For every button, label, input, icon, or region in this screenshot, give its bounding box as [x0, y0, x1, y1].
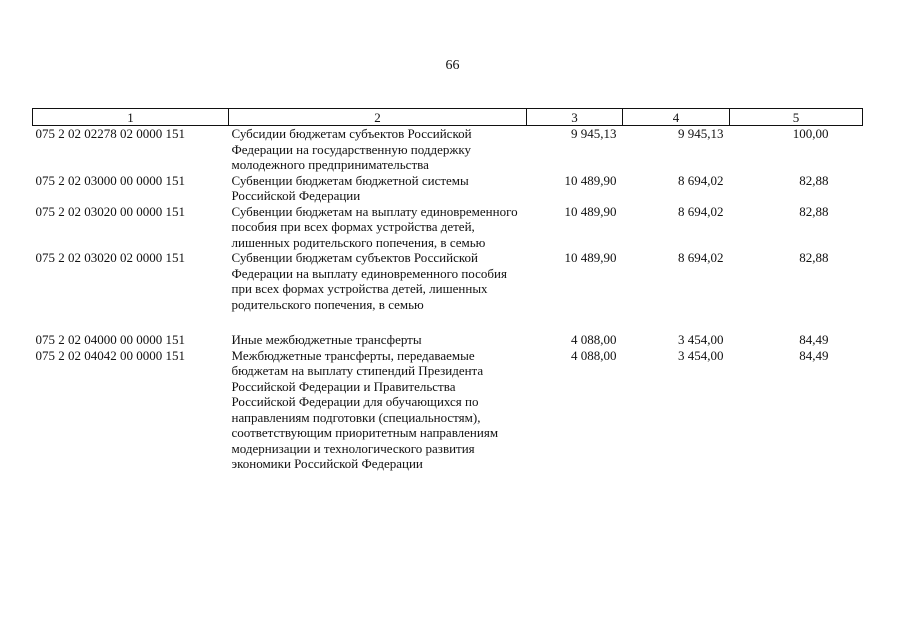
row-code: 075 2 02 03000 00 0000 151: [35, 172, 185, 188]
row-value-actual: 3 454,00: [678, 347, 724, 363]
column-header-4: 4: [623, 109, 730, 126]
row-code: 075 2 02 03020 02 0000 151: [35, 250, 185, 265]
row-code: 075 2 02 02278 02 0000 151: [35, 126, 185, 141]
row-value-plan: 10 489,90: [564, 203, 617, 219]
row-value-plan: 10 489,90: [564, 172, 617, 188]
row-value-percent: 82,88: [799, 203, 829, 219]
table-row: [33, 250, 863, 332]
row-value-plan: 4 088,00: [571, 332, 617, 347]
row-value-plan: 10 489,90: [564, 250, 617, 265]
row-value-plan: 9 945,13: [571, 126, 617, 141]
table-row: [33, 126, 863, 173]
row-name: Субвенции бюджетам бюджетной системы Российской Федерации: [231, 172, 469, 203]
row-name: Субвенции бюджетам на выплату единовременного пособия при всех формах устройства детей, лишенных родительского попечения, в семью: [231, 203, 518, 250]
row-value-percent: 100,00: [792, 126, 829, 141]
row-value-actual: 8 694,02: [678, 172, 724, 188]
table-row: [33, 204, 863, 251]
row-value-percent: 82,88: [799, 172, 829, 188]
table-row: [33, 332, 863, 348]
row-value-actual: 8 694,02: [678, 250, 724, 265]
row-value-actual: 8 694,02: [678, 203, 724, 219]
row-value-percent: 82,88: [799, 250, 829, 265]
row-name: Межбюджетные трансферты, передаваемые бюджетам на выплату стипендий Президента Российской Федерации и Правительства Российской Федерации для обучающихся по направлениям подготовки (специальностям), соответствующим приоритетным направлениям модернизации и технологического развития экономики Российской Федерации: [231, 347, 499, 471]
row-value-actual: 3 454,00: [678, 332, 724, 347]
row-name: Иные межбюджетные трансферты: [231, 332, 422, 347]
column-header-1: 1: [33, 109, 229, 126]
table-header-row: [33, 109, 863, 126]
row-code: 075 2 02 03020 00 0000 151: [35, 203, 185, 219]
column-header-3: 3: [527, 109, 623, 126]
row-name: Субвенции бюджетам субъектов Российской Федерации на выплату единовременного пособия при всех формах устройства детей, лишенных родительского попечения, в семью: [231, 250, 507, 312]
table-row: [33, 348, 863, 472]
row-name: Субсидии бюджетам субъектов Российской Федерации на государственную поддержку молодежного предпринимательства: [231, 126, 472, 172]
column-header-2: 2: [229, 109, 527, 126]
column-header-5: 5: [730, 109, 863, 126]
row-code: 075 2 02 04000 00 0000 151: [35, 332, 185, 347]
row-value-percent: 84,49: [799, 332, 829, 347]
row-value-plan: 4 088,00: [571, 347, 617, 363]
budget-table: [32, 108, 863, 472]
page-number: 66: [445, 58, 460, 73]
row-value-actual: 9 945,13: [678, 126, 724, 141]
table-row: [33, 173, 863, 204]
row-code: 075 2 02 04042 00 0000 151: [35, 347, 185, 363]
row-value-percent: 84,49: [799, 347, 829, 363]
